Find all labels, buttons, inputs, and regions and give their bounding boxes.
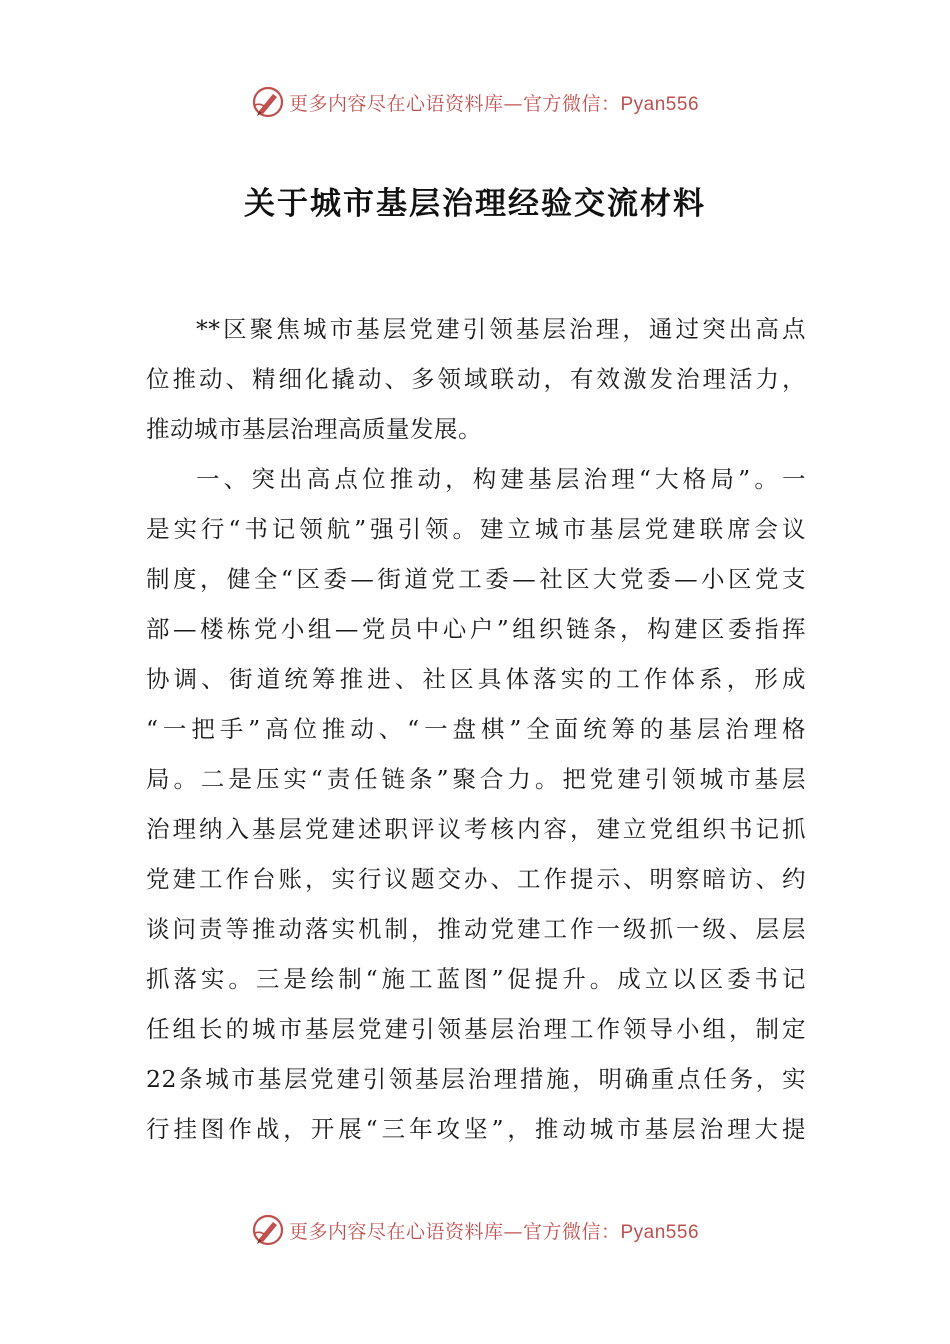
text-line: 行挂图作战，开展“三年攻坚”，推动城市基层治理大提 [146,1115,806,1143]
footer-banner [0,1210,950,1250]
banner-text [289,1217,699,1244]
pen-logo-icon [251,1213,285,1247]
text-line: 是实行“书记领航”强引领。建立城市基层党建联席会议 [146,515,806,543]
banner-slogan: 更多内容尽在心语资料库—官方微信： [288,92,621,115]
banner-slogan: 更多内容尽在心语资料库—官方微信： [288,1220,621,1243]
wechat-id: Pyan556 [620,1221,700,1243]
text-line: 位推动、精细化撬动、多领域联动，有效激发治理活力， [146,365,806,393]
text-line: 党建工作台账，实行议题交办、工作提示、明察暗访、约 [146,865,806,893]
text-line: 一、突出高点位推动，构建基层治理“大格局”。一 [196,465,806,493]
text-line: 22条城市基层党建引领基层治理措施，明确重点任务，实 [146,1065,806,1093]
text-line: 局。二是压实“责任链条”聚合力。把党建引领城市基层 [146,765,806,793]
header-banner [0,82,950,122]
text-line: 治理纳入基层党建述职评议考核内容，建立党组织书记抓 [146,815,806,843]
text-line: 推动城市基层治理高质量发展。 [146,415,482,443]
document-body [146,304,806,1154]
text-line: 制度，健全“区委—街道党工委—社区大党委—小区党支 [146,565,806,593]
text-line: 谈问责等推动落实机制，推动党建工作一级抓一级、层层 [146,915,806,943]
text-line: 部—楼栋党小组—党员中心户”组织链条，构建区委指挥 [146,615,806,643]
banner-text [289,89,699,116]
text-line: 抓落实。三是绘制“施工蓝图”促提升。成立以区委书记 [146,965,806,993]
text-line: 协调、街道统筹推进、社区具体落实的工作体系，形成 [146,665,806,693]
pen-logo-icon [251,85,285,119]
wechat-id: Pyan556 [620,93,700,115]
text-line: **区聚焦城市基层党建引领基层治理，通过突出高点 [196,315,806,343]
text-line: “一把手”高位推动、“一盘棋”全面统筹的基层治理格 [146,715,806,743]
document-title: 关于城市基层治理经验交流材料 [244,186,706,222]
text-line: 任组长的城市基层党建引领基层治理工作领导小组，制定 [146,1015,806,1043]
